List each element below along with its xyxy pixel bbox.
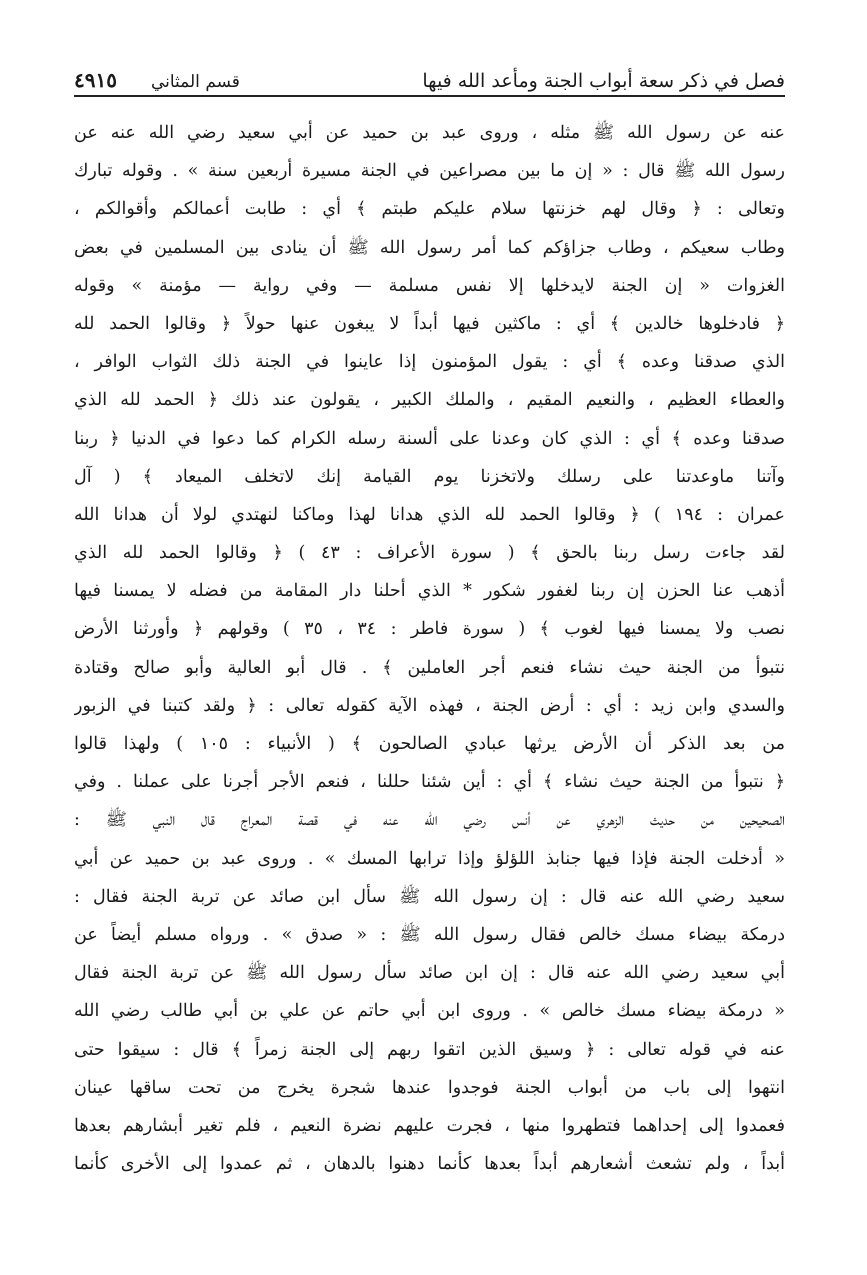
text-line: وآتنا ماوعدتنا على رسلك ولاتخزنا يوم القيامة إنك لاتخلف الميعاد ﴾ ( آل — [74, 466, 785, 487]
text-line: عنه في قوله تعالى : ﴿ وسيق الذين اتقوا ربهم إلى الجنة زمراً ﴾ قال : سيقوا حتى — [74, 1039, 785, 1060]
page-number: ٤٩١٥ — [74, 68, 117, 92]
text-line: أبداً ، ولم تشعث أشعارهم أبداً بعدها كأنما دهنوا بالدهان ، ثم عمدوا إلى الأخرى كأنما — [74, 1154, 785, 1175]
text-line: لقد جاءت رسل ربنا بالحق ﴾ ( سورة الأعراف : ٤٣ ) ﴿ وقالوا الحمد لله الذي — [74, 543, 785, 564]
text-line: عنه عن رسول الله ﷺ مثله ، وروى عبد بن حميد عن أبي سعيد رضي الله عنه عن — [74, 123, 785, 143]
text-line: الذي صدقنا وعده ﴾ أي : يقول المؤمنون إذا عاينوا في الجنة ذلك الثواب الوافر ، — [74, 352, 785, 373]
text-line: نتبوأ من الجنة حيث نشاء فنعم أجر العاملين ﴾ . قال أبو العالية وأبو صالح وقتادة — [74, 657, 785, 678]
text-line: أذهب عنا الحزن إن ربنا لغفور شكور * الذي أحلنا دار المقامة من فضله لا يمسنا فيها — [74, 581, 785, 602]
text-line: وتعالى : ﴿ وقال لهم خزنتها سلام عليكم طبتم ﴾ أي : طابت أعمالكم وأقوالكم ، — [74, 199, 785, 220]
running-header — [74, 50, 785, 92]
text-line: رسول الله ﷺ قال : « إن ما بين مصراعين في الجنة مسيرة أربعين سنة » . وقوله تبارك — [74, 161, 785, 182]
text-line: ﴿ نتبوأ من الجنة حيث نشاء ﴾ أي : أين شئنا حللنا ، فنعم الأجر أجرنا على عملنا . وفي — [74, 772, 785, 793]
text-line: صدقنا وعده ﴾ أي : الذي كان وعدنا على ألسنة رسله الكرام كما دعوا في الدنيا ﴿ ربنا — [74, 428, 785, 449]
body-text — [74, 114, 785, 1183]
section-name: قسم المثاني — [150, 72, 240, 92]
header-left-group — [74, 68, 240, 92]
chapter-title: فصل في ذكر سعة أبواب الجنة ومأعد الله فيها — [422, 70, 785, 92]
text-line: نصب ولا يمسنا فيها لغوب ﴾ ( سورة فاطر : ٣٤ ، ٣٥ ) وقولهم ﴿ وأورثنا الأرض — [74, 619, 785, 640]
text-line: والسدي وابن زيد : أي : أرض الجنة ، فهذه الآية كقوله تعالى : ﴿ ولقد كتبنا في الزبور — [74, 695, 785, 716]
text-line: وطاب سعيكم ، وطاب جزاؤكم كما أمر رسول الله ﷺ أن ينادى بين المسلمين في بعض — [74, 237, 785, 258]
text-line: انتهوا إلى باب من أبواب الجنة فوجدوا عندها شجرة يخرج من تحت ساقها عينان — [74, 1077, 785, 1098]
text-line: سعيد رضي الله عنه قال : إن رسول الله ﷺ سأل ابن صائد عن تربة الجنة فقال : — [74, 886, 785, 907]
text-line: ﴿ فادخلوها خالدين ﴾ أي : ماكثين فيها أبداً لا يبغون عنها حولاً ﴿ وقالوا الحمد لله — [74, 313, 785, 334]
text-line: « أدخلت الجنة فإذا فيها جنابذ اللؤلؤ وإذا ترابها المسك » . وروى عبد بن حميد عن أبي — [74, 848, 785, 869]
text-line: الغزوات « إن الجنة لايدخلها إلا نفس مسلمة — وفي رواية — مؤمنة » وقوله — [74, 275, 785, 296]
text-line: الصحيحين من حديث الزهري عن أنس رضي الله عنه في قصة المعراج قال النبي ﷺ : — [74, 810, 785, 831]
text-line: درمكة بيضاء مسك خالص فقال رسول الله ﷺ : « صدق » . ورواه مسلم أيضاً عن — [74, 924, 785, 945]
text-line: من بعد الذكر أن الأرض يرثها عبادي الصالحون ﴾ ( الأنبياء : ١٠٥ ) ولهذا قالوا — [74, 734, 785, 754]
text-line: أبي سعيد رضي الله عنه قال : إن ابن صائد سأل رسول الله ﷺ عن تربة الجنة فقال — [74, 963, 785, 984]
text-line: فعمدوا إلى إحداهما فتطهروا منها ، فجرت عليهم نضرة النعيم ، فلم تغير أبشارهم بعدها — [74, 1115, 785, 1136]
text-line: عمران : ١٩٤ ) ﴿ وقالوا الحمد لله الذي هدانا لهذا وماكنا لنهتدي لولا أن هدانا الله — [74, 504, 785, 525]
text-line: والعطاء العظيم ، والنعيم المقيم ، والملك الكبير ، يقولون عند ذلك ﴿ الحمد لله الذي — [74, 390, 785, 411]
text-line: « درمكة بيضاء مسك خالص » . وروى ابن أبي حاتم عن علي بن أبي طالب رضي الله — [74, 1001, 785, 1022]
header-rule — [74, 95, 785, 97]
